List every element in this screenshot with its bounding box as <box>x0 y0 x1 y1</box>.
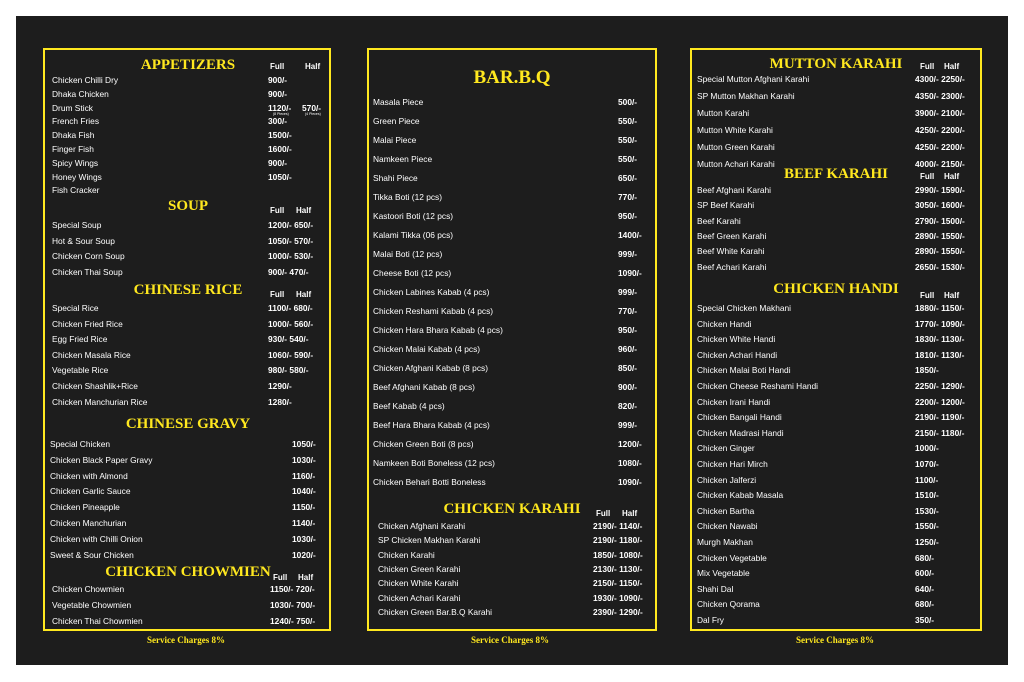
menu-item-name: Chicken Madrasi Handi <box>697 428 784 438</box>
menu-item-price: 4250/- 2200/- <box>915 125 965 135</box>
menu-item-name: Malai Piece <box>373 135 417 145</box>
menu-item-price-full: 1500/- <box>268 130 292 140</box>
menu-item-price: 600/- <box>915 568 935 578</box>
menu-item-price: 1240/- 750/- <box>270 616 316 626</box>
menu-item-name: Chicken Green Karahi <box>378 564 461 574</box>
menu-item-name: Dhaka Chicken <box>52 89 109 99</box>
menu-item-name: SP Mutton Makhan Karahi <box>697 91 795 101</box>
menu-item-price: 1000/- 560/- <box>268 319 314 329</box>
menu-item-name: Chicken Hara Bhara Kabab (4 pcs) <box>373 325 503 335</box>
menu-item-name: Chicken with Chilli Onion <box>50 534 143 544</box>
menu-item-price: 1000/- 530/- <box>268 251 314 261</box>
menu-item-price: 2190/- 1140/- <box>593 521 643 531</box>
menu-item-price-half: 570/- <box>302 103 322 113</box>
menu-item-price: 1100/- 680/- <box>268 303 313 313</box>
menu-item-name: Egg Fried Rice <box>52 334 108 344</box>
menu-item-price: 1100/- <box>915 475 939 485</box>
menu-item-price: 1000/- <box>915 443 939 453</box>
menu-item-price: 1850/- <box>915 365 939 375</box>
chicken_karahi-full-label: Full <box>596 509 611 518</box>
menu-item-price: 1020/- <box>292 550 316 560</box>
menu-item-name: Chicken Chilli Dry <box>52 75 119 85</box>
menu-item-price: 2990/- 1590/- <box>915 185 965 195</box>
menu-item-price: 1810/- 1130/- <box>915 350 965 360</box>
chicken_chowmien-half-label: Half <box>298 573 314 582</box>
menu-item-price: 1030/- 700/- <box>270 600 316 610</box>
menu-item-name: Special Rice <box>52 303 99 313</box>
menu-item-price: 2190/- 1190/- <box>915 412 965 422</box>
chinese_rice-heading: CHINESE RICE <box>133 282 243 298</box>
menu-item-name: Namkeen Boti Boneless (12 pcs) <box>373 458 495 468</box>
menu-item-price: 950/- <box>618 325 638 335</box>
menu-item-name: Dhaka Fish <box>52 130 95 140</box>
menu-item-price: 2150/- 1150/- <box>593 578 643 588</box>
menu-item-price: 1030/- <box>292 534 316 544</box>
menu-item-name: Beef Achari Karahi <box>697 262 767 272</box>
appetizers-heading: APPETIZERS <box>140 57 236 73</box>
menu-item-price: 900/- <box>618 382 638 392</box>
menu-item-price: 1090/- <box>618 268 642 278</box>
menu-item-name: Chicken Kabab Masala <box>697 490 784 500</box>
menu-item-price: 999/- <box>618 287 638 297</box>
menu-item-price: 2790/- 1500/- <box>915 216 965 226</box>
menu-item-name: Chicken Shashlik+Rice <box>52 381 138 391</box>
menu-item-name: Chicken Cheese Reshami Handi <box>697 381 819 391</box>
menu-item-price: 1080/- <box>618 458 642 468</box>
menu-item-name: SP Chicken Makhan Karahi <box>378 535 481 545</box>
menu-item-price: 770/- <box>618 192 638 202</box>
mutton_karahi-half-label: Half <box>944 62 960 71</box>
menu-item-name: Chicken Karahi <box>378 550 435 560</box>
menu-item-name: Mix Vegetable <box>697 568 750 578</box>
menu-item-name: Chicken Achari Karahi <box>378 593 461 603</box>
menu-item-name: Chicken Chowmien <box>52 584 125 594</box>
service-charges-right: Service Charges 8% <box>796 635 874 645</box>
menu-item-name: Chicken Thai Soup <box>52 267 123 277</box>
menu-item-price: 850/- <box>618 363 638 373</box>
menu-item-name: Chicken Qorama <box>697 599 760 609</box>
menu-item-price: 1250/- <box>915 537 939 547</box>
menu-item-name: Fish Cracker <box>52 185 100 195</box>
menu-item-name: Beef Hara Bhara Kabab (4 pcs) <box>373 420 490 430</box>
service-charges-left: Service Charges 8% <box>147 635 225 645</box>
menu-item-name: Beef Green Karahi <box>697 231 767 241</box>
menu-item-price: 1280/- <box>268 397 292 407</box>
menu-item-price-full: 1120/- <box>268 103 292 113</box>
menu-item-name: Kalami Tikka (06 pcs) <box>373 230 454 240</box>
beef_karahi-heading: BEEF KARAHI <box>783 166 889 182</box>
menu-item-name: Chicken Hari Mirch <box>697 459 768 469</box>
menu-item-name: Chicken Behari Botti Boneless <box>373 477 486 487</box>
menu-item-name: Sweet & Sour Chicken <box>50 550 134 560</box>
menu-item-price: 3900/- 2100/- <box>915 108 965 118</box>
menu-item-price: 680/- <box>915 553 935 563</box>
menu-item-name: Chicken Masala Rice <box>52 350 131 360</box>
menu-item-name: Hot & Sour Soup <box>52 236 115 246</box>
menu-item-price: 1850/- 1080/- <box>593 550 643 560</box>
menu-item-price-full: 900/- <box>268 75 288 85</box>
menu-item-price: 4250/- 2200/- <box>915 142 965 152</box>
menu-item-name: Spicy Wings <box>52 158 99 168</box>
menu-item-name: Drum Stick <box>52 103 93 113</box>
menu-item-name: SP Beef Karahi <box>697 200 755 210</box>
menu-item-name: Dal Fry <box>697 615 724 625</box>
menu-item-name: Chicken Reshami Kabab (4 pcs) <box>373 306 494 316</box>
menu-item-name: Beef Afghani Karahi <box>697 185 772 195</box>
menu-item-name: Vegetable Chowmien <box>52 600 132 610</box>
menu-item-price: 1510/- <box>915 490 939 500</box>
menu-item-price: 1880/- 1150/- <box>915 303 965 313</box>
menu-item-price: 1150/- 720/- <box>270 584 315 594</box>
barbq-heading: BAR.B.Q <box>473 67 551 88</box>
menu-item-price: 1200/- 650/- <box>268 220 314 230</box>
menu-item-name: Chicken Corn Soup <box>52 251 125 261</box>
menu-item-price: 999/- <box>618 420 638 430</box>
menu-item-price: 2250/- 1290/- <box>915 381 965 391</box>
menu-item-name: Chicken Manchurian <box>50 518 127 528</box>
chinese_rice-half-label: Half <box>296 290 312 299</box>
menu-item-name: Honey Wings <box>52 172 102 182</box>
chicken_handi-half-label: Half <box>944 291 960 300</box>
menu-item-name: Special Chicken <box>50 439 111 449</box>
menu-item-price: 550/- <box>618 154 638 164</box>
menu-item-price: 1040/- <box>292 486 316 496</box>
menu-item-name: Vegetable Rice <box>52 365 109 375</box>
beef_karahi-half-label: Half <box>944 172 960 181</box>
menu-item-name: Green Piece <box>373 116 420 126</box>
menu-item-name: Chicken Bangali Handi <box>697 412 782 422</box>
menu-item-name: Beef Kabab (4 pcs) <box>373 401 445 411</box>
menu-item-price: 1050/- <box>292 439 316 449</box>
menu-item-price: 640/- <box>915 584 935 594</box>
menu-item-name: French Fries <box>52 116 100 126</box>
chicken_handi-heading: CHICKEN HANDI <box>773 281 899 297</box>
chicken_chowmien-full-label: Full <box>273 573 288 582</box>
menu-item-price: 1050/- 570/- <box>268 236 314 246</box>
menu-item-name: Chicken Bartha <box>697 506 755 516</box>
menu-item-price: 650/- <box>618 173 638 183</box>
menu-item-name: Kastoori Boti (12 pcs) <box>373 211 454 221</box>
menu-item-price: 1140/- <box>292 518 316 528</box>
menu-item-price: 950/- <box>618 211 638 221</box>
menu-item-price-full: 900/- <box>268 158 288 168</box>
chicken_chowmien-heading: CHICKEN CHOWMIEN <box>105 564 271 580</box>
chinese_gravy-heading: CHINESE GRAVY <box>125 416 251 432</box>
menu-item-name: Special Chicken Makhani <box>697 303 792 313</box>
menu-item-price: 350/- <box>915 615 935 625</box>
menu-item-name: Chicken Malai Kabab (4 pcs) <box>373 344 481 354</box>
menu-item-name: Murgh Makhan <box>697 537 753 547</box>
menu-item-price: 4350/- 2300/- <box>915 91 965 101</box>
menu-item-name: Beef White Karahi <box>697 246 765 256</box>
menu-item-name: Chicken Manchurian Rice <box>52 397 148 407</box>
menu-item-price: 1030/- <box>292 455 316 465</box>
menu-item-price: 2390/- 1290/- <box>593 607 643 617</box>
menu-item-name: Chicken Malai Boti Handi <box>697 365 791 375</box>
menu-item-price: 1160/- <box>292 471 316 481</box>
service-charges-center: Service Charges 8% <box>471 635 549 645</box>
mutton_karahi-full-label: Full <box>920 62 935 71</box>
menu-item-name: Chicken Black Paper Gravy <box>50 455 153 465</box>
menu-item-price: 1400/- <box>618 230 642 240</box>
menu-item-price: 1150/- <box>292 502 316 512</box>
menu-item-name: Chicken Pineapple <box>50 502 120 512</box>
menu-item-name: Chicken Jalferzi <box>697 475 757 485</box>
menu-item-price: 4300/- 2250/- <box>915 74 965 84</box>
menu-item-name: Masala Piece <box>373 97 424 107</box>
menu-item-price: 1550/- <box>915 521 939 531</box>
beef_karahi-full-label: Full <box>920 172 935 181</box>
menu-item-price: 2190/- 1180/- <box>593 535 643 545</box>
price-note: (4 Pieces) <box>305 112 321 116</box>
menu-item-price: 1290/- <box>268 381 292 391</box>
menu-item-name: Chicken Fried Rice <box>52 319 123 329</box>
menu-item-name: Chicken Achari Handi <box>697 350 778 360</box>
menu-item-name: Chicken Green Bar.B.Q Karahi <box>378 607 493 617</box>
menu-item-name: Chicken White Handi <box>697 334 776 344</box>
menu-item-name: Chicken Garlic Sauce <box>50 486 131 496</box>
menu-item-name: Chicken Green Boti (8 pcs) <box>373 439 474 449</box>
menu-item-price-full: 1600/- <box>268 144 292 154</box>
soup-full-label: Full <box>270 206 285 215</box>
price-note: (8 Pieces) <box>273 112 289 116</box>
menu-item-price: 900/- 470/- <box>268 267 309 277</box>
appetizers-half-label: Half <box>305 62 321 71</box>
menu-item-name: Mutton Green Karahi <box>697 142 775 152</box>
menu-item-price-full: 300/- <box>268 116 288 126</box>
menu-item-price: 1530/- <box>915 506 939 516</box>
menu-item-price: 500/- <box>618 97 638 107</box>
soup-half-label: Half <box>296 206 312 215</box>
menu-item-price: 3050/- 1600/- <box>915 200 965 210</box>
menu-item-name: Chicken Irani Handi <box>697 397 771 407</box>
menu-item-name: Special Mutton Afghani Karahi <box>697 74 810 84</box>
menu-item-name: Shahi Dal <box>697 584 734 594</box>
chicken_handi-full-label: Full <box>920 291 935 300</box>
menu-item-name: Tikka Boti (12 pcs) <box>373 192 443 202</box>
menu-item-name: Finger Fish <box>52 144 94 154</box>
menu-item-name: Chicken Labines Kabab (4 pcs) <box>373 287 490 297</box>
menu-item-price: 2890/- 1550/- <box>915 246 965 256</box>
menu-item-price: 1830/- 1130/- <box>915 334 965 344</box>
menu-item-price: 960/- <box>618 344 638 354</box>
menu-item-name: Chicken with Almond <box>50 471 128 481</box>
menu-item-price: 820/- <box>618 401 638 411</box>
menu-item-name: Chicken Nawabi <box>697 521 758 531</box>
menu-item-name: Chicken Thai Chowmien <box>52 616 143 626</box>
menu-item-price: 1090/- <box>618 477 642 487</box>
menu-item-price: 930/- 540/- <box>268 334 309 344</box>
menu-item-name: Chicken Vegetable <box>697 553 767 563</box>
chicken_karahi-half-label: Half <box>622 509 638 518</box>
soup-heading: SOUP <box>167 198 209 214</box>
menu-item-name: Chicken Afghani Karahi <box>378 521 466 531</box>
menu-item-price: 1930/- 1090/- <box>593 593 643 603</box>
menu-item-price: 1200/- <box>618 439 642 449</box>
menu-item-price: 2890/- 1550/- <box>915 231 965 241</box>
menu-item-name: Mutton Karahi <box>697 108 750 118</box>
menu-item-name: Special Soup <box>52 220 102 230</box>
menu-item-price: 2130/- 1130/- <box>593 564 643 574</box>
menu-item-name: Shahi Piece <box>373 173 418 183</box>
menu-item-price: 2650/- 1530/- <box>915 262 965 272</box>
appetizers-full-label: Full <box>270 62 285 71</box>
mutton_karahi-heading: MUTTON KARAHI <box>769 56 903 72</box>
menu-item-name: Beef Afghani Kabab (8 pcs) <box>373 382 475 392</box>
menu-item-price-full: 1050/- <box>268 172 292 182</box>
menu-item-price: 980/- 580/- <box>268 365 309 375</box>
chinese_rice-full-label: Full <box>270 290 285 299</box>
menu-item-price-full: 900/- <box>268 89 288 99</box>
menu-item-price: 680/- <box>915 599 935 609</box>
menu-item-name: Mutton Achari Karahi <box>697 159 775 169</box>
menu-item-name: Chicken Handi <box>697 319 752 329</box>
menu-item-name: Beef Karahi <box>697 216 741 226</box>
menu-item-name: Chicken White Karahi <box>378 578 459 588</box>
menu-item-name: Chicken Afghani Kabab (8 pcs) <box>373 363 488 373</box>
menu-item-price: 2150/- 1180/- <box>915 428 965 438</box>
menu-item-name: Malai Boti (12 pcs) <box>373 249 443 259</box>
menu-item-price: 4000/- 2150/- <box>915 159 965 169</box>
menu-item-name: Namkeen Piece <box>373 154 433 164</box>
menu-item-name: Mutton White Karahi <box>697 125 773 135</box>
menu-item-price: 1070/- <box>915 459 939 469</box>
menu-item-price: 999/- <box>618 249 638 259</box>
menu-item-price: 2200/- 1200/- <box>915 397 965 407</box>
menu-item-price: 1060/- 590/- <box>268 350 314 360</box>
menu-item-name: Cheese Boti (12 pcs) <box>373 268 452 278</box>
menu-item-price: 550/- <box>618 135 638 145</box>
menu-item-price: 550/- <box>618 116 638 126</box>
chicken_karahi-heading: CHICKEN KARAHI <box>443 501 581 517</box>
menu-item-name: Chicken Ginger <box>697 443 755 453</box>
menu-item-price: 1770/- 1090/- <box>915 319 965 329</box>
menu-item-price: 770/- <box>618 306 638 316</box>
